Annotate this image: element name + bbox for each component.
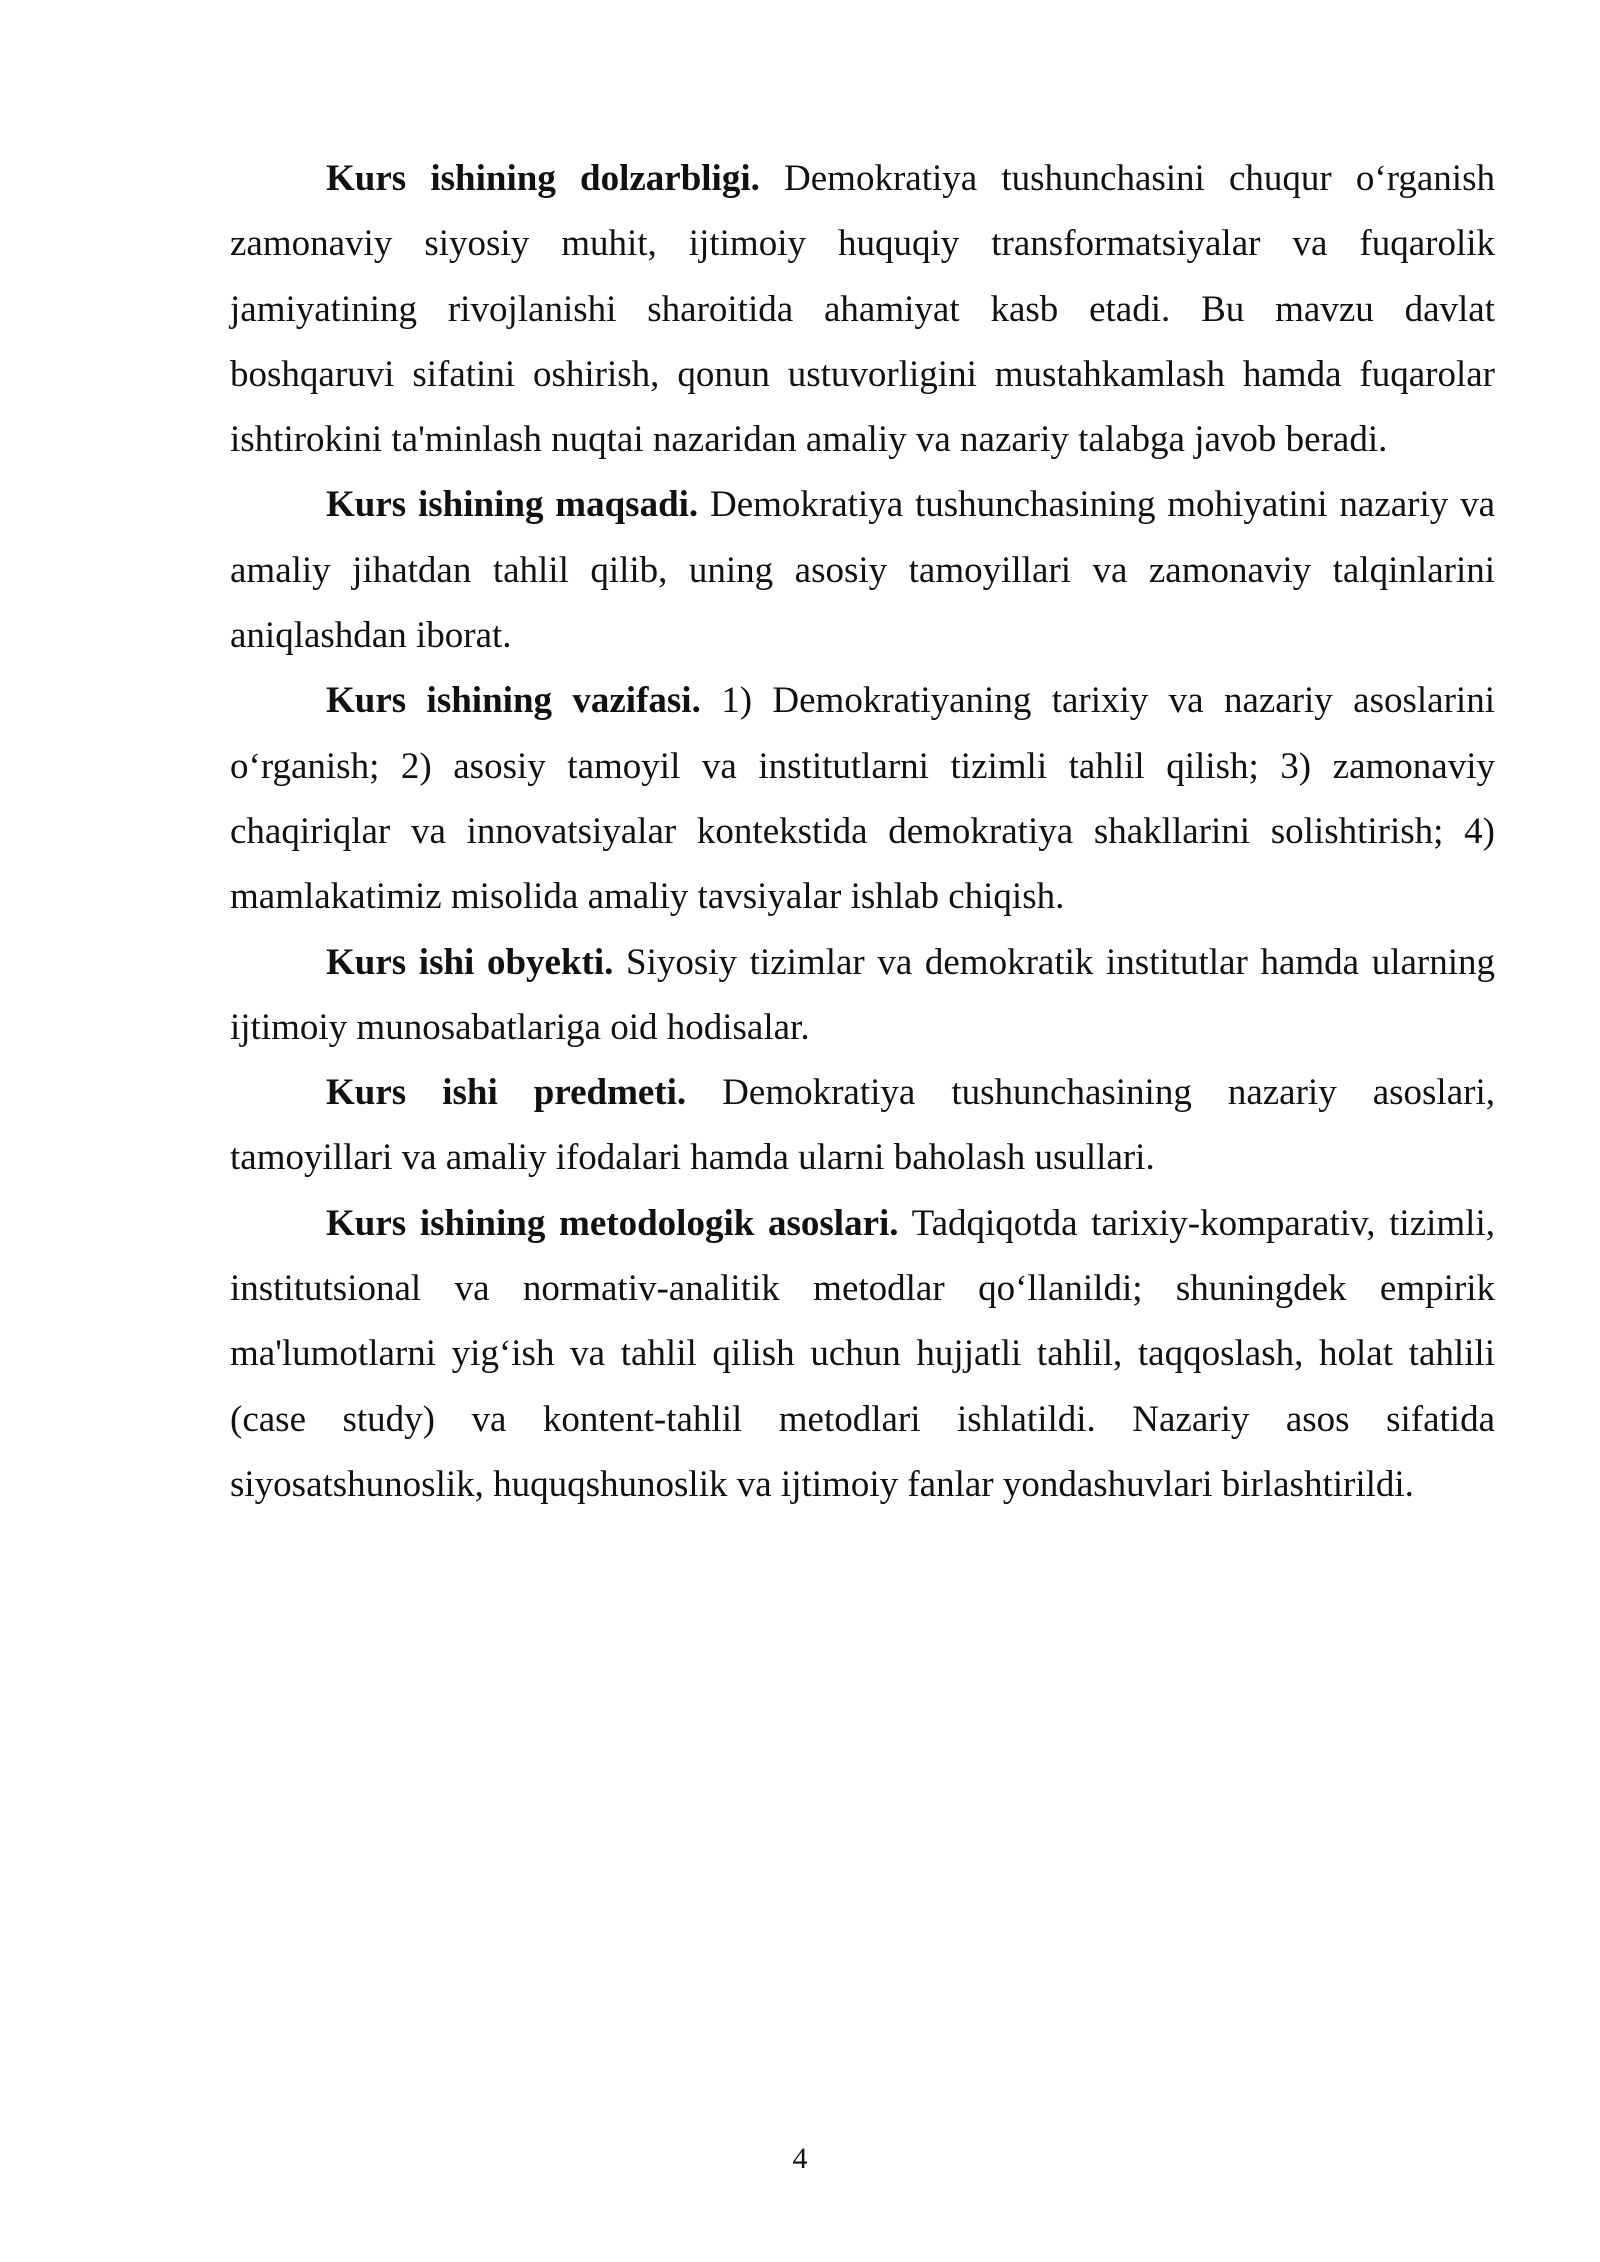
paragraph-goal — [230, 472, 1495, 668]
paragraph-methodology — [230, 1191, 1495, 1517]
paragraph-subject — [230, 1060, 1495, 1191]
paragraph-heading: Kurs ishi obyekti. — [326, 941, 614, 983]
paragraph-relevance — [230, 146, 1495, 472]
paragraph-heading: Kurs ishining maqsadi. — [326, 484, 699, 526]
page-number: 4 — [792, 2142, 808, 2175]
paragraph-text: Demokratiya tushunchasini chuqur o‘rganish zamonaviy siyosiy muhit, ijtimoiy huquqiy transformatsiyalar va fuqarolik jamiyatining rivojlanishi sharoitida ahamiyat kasb etadi. Bu mavzu davlat boshqaruvi sifatini oshirish, qonun ustuvorligini mustahkamlash hamda fuqarolar ishtirokini ta'minlash nuqtai nazaridan amaliy va nazariy talabga javob beradi. — [230, 158, 1495, 461]
document-body — [230, 146, 1495, 1517]
paragraph-heading: Kurs ishining dolzarbligi. — [326, 158, 760, 199]
paragraph-tasks — [230, 668, 1495, 929]
paragraph-heading: Kurs ishi predmeti. — [326, 1072, 687, 1114]
paragraph-object — [230, 930, 1495, 1061]
paragraph-text: Siyosiy tizimlar va demokratik institutlar hamda ularning ijtimoiy munosabatlariga oid hodisalar. — [230, 941, 1495, 1048]
paragraph-text: Demokratiya tushunchasining mohiyatini nazariy va amaliy jihatdan tahlil qilib, uning asosiy tamoyillari va zamonaviy talqinlarini aniqlashdan iborat. — [230, 484, 1495, 657]
paragraph-text: 1) Demokratiyaning tarixiy va nazariy asoslarini o‘rganish; 2) asosiy tamoyil va institutlarni tizimli tahlil qilish; 3) zamonaviy chaqiriqlar va innovatsiyalar kontekstida demokratiya shakllarini solishtirish; 4) mamlakatimiz misolida amaliy tavsiyalar ishlab chiqish. — [230, 680, 1495, 918]
paragraph-heading: Kurs ishining metodologik asoslari. — [326, 1202, 899, 1244]
paragraph-text: Demokratiya tushunchasining nazariy asoslari, tamoyillari va amaliy ifodalari hamda ularni baholash usullari. — [230, 1072, 1495, 1179]
paragraph-heading: Kurs ishining vazifasi. — [326, 680, 701, 722]
paragraph-text: Tadqiqotda tarixiy-komparativ, tizimli, institutsional va normativ-analitik metodlar qo‘llanildi; shuningdek empirik ma'lumotlarni yig‘ish va tahlil qilish uchun hujjatli tahlil, taqqoslash, holat tahlili (case study) va kontent-tahlil metodlari ishlatildi. Nazariy asos sifatida siyosatshunoslik, huquqshunoslik va ijtimoiy fanlar yondashuvlari birlashtirildi. — [230, 1202, 1495, 1505]
